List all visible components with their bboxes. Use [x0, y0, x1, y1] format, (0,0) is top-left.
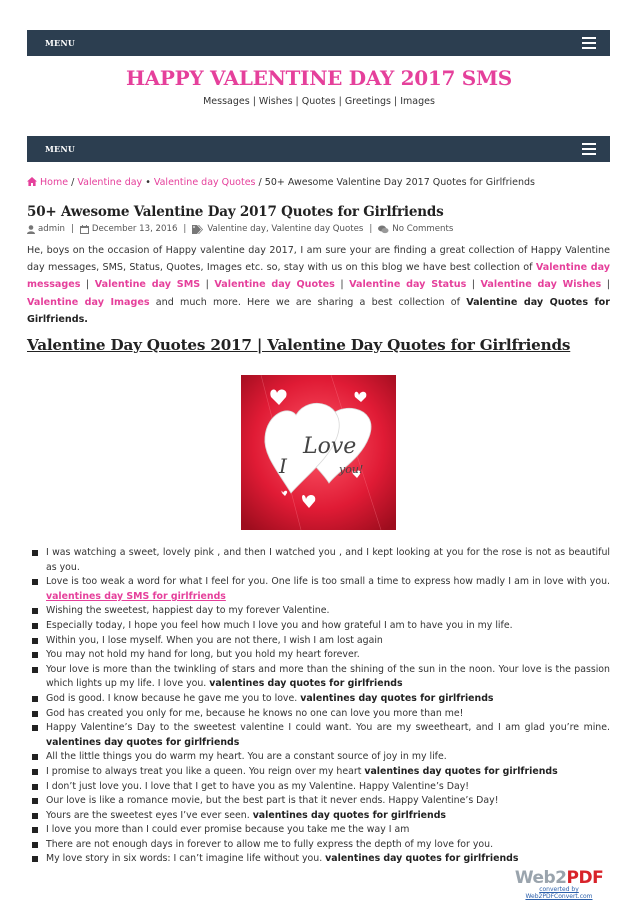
link-valentine-day-status[interactable]: Valentine day Status — [349, 279, 467, 291]
quote-text: God has created you only for me, because he knows no one can love you more than me! — [46, 707, 464, 719]
main-menu-label[interactable]: MENU — [45, 144, 76, 154]
quote-item — [32, 780, 610, 795]
post-meta: admin | December 13, 2016 | Valentine day, Valentine day Quotes | No Comments — [27, 224, 453, 234]
intro-bold-text: Valentine day Quotes for Girlfriends. — [27, 296, 610, 325]
quote-item — [32, 707, 610, 722]
quote-text: All the little things you do warm my heart. You are a constant source of joy in my life. — [46, 751, 447, 763]
quote-text: Wishing the sweetest, happiest day to my forever Valentine. — [46, 605, 330, 617]
quote-item — [32, 809, 610, 824]
quote-keyword: valentines day quotes for girlfriends — [300, 692, 494, 704]
quote-text: Especially today, I hope you feel how much I love you and how grateful I am to have you in my life. — [46, 619, 513, 631]
quote-text: My love story in six words: I can’t imagine life without you. — [46, 853, 326, 865]
valentine-hearts-image — [241, 375, 396, 530]
web2pdf-link[interactable]: converted by Web2PDFConvert.com — [525, 886, 593, 900]
breadcrumb-separator: / — [71, 177, 75, 188]
quote-item — [32, 575, 610, 604]
quote-item — [32, 794, 610, 809]
intro-text: He, boys on the occasion of Happy valentine day 2017, I am sure your are finding a great collection of Happy Valentine day messages, SMS, Status, Quotes, Images etc. so, stay with us on this blog we have best collection of — [27, 245, 610, 274]
intro-separator: | — [601, 279, 610, 291]
breadcrumb-separator: / — [258, 177, 262, 188]
intro-separator: | — [334, 279, 350, 291]
quote-text: I love you more than I could ever promise because you take me the way I am — [46, 824, 410, 836]
link-valentine-day-quotes[interactable]: Valentine day Quotes — [214, 279, 335, 291]
quote-item — [32, 619, 610, 634]
intro-separator: | — [200, 279, 215, 291]
breadcrumb — [27, 177, 610, 188]
site-title[interactable]: HAPPY VALENTINE DAY 2017 SMS — [126, 66, 512, 90]
intro-paragraph — [27, 242, 610, 328]
quote-item — [32, 663, 610, 692]
main-menu-bar[interactable] — [27, 136, 610, 162]
quote-item — [32, 750, 610, 765]
image-you-text: you! — [339, 463, 364, 476]
post-title: 50+ Awesome Valentine Day 2017 Quotes for Girlfriends — [27, 204, 444, 220]
web2pdf-logo[interactable] — [505, 868, 613, 888]
web2pdf-watermark[interactable] — [505, 868, 613, 900]
quote-item — [32, 546, 610, 575]
intro-separator: | — [466, 279, 481, 291]
quote-keyword: valentines day quotes for girlfriends — [325, 853, 519, 865]
web2pdf-logo-a: Web2 — [514, 868, 567, 888]
quotes-list — [32, 546, 610, 867]
calendar-icon — [80, 225, 89, 234]
image-love-text: Love — [303, 434, 357, 459]
comment-icon — [378, 225, 389, 234]
quote-item — [32, 648, 610, 663]
breadcrumb-valentine-day-link[interactable]: Valentine day — [77, 177, 143, 188]
quote-text: There are not enough days in forever to allow me to fully express the depth of my love for you. — [46, 838, 494, 850]
breadcrumb-valentine-day-quotes-link[interactable]: Valentine day Quotes — [153, 177, 256, 188]
hamburger-icon[interactable] — [582, 143, 596, 155]
image-i-text: I — [279, 454, 287, 478]
quote-text: I don’t just love you. I love that I get to have you as my Valentine. Happy Valentine’s Day! — [46, 780, 470, 792]
quote-text: Love is too weak a word for what I feel for you. One life is too small a time to express how madly I am in love with you. — [46, 576, 610, 588]
quote-text: Happy Valentine’s Day to the sweetest valentine I could want. You are my sweetheart, and I am glad you’re mine. — [46, 722, 610, 734]
web2pdf-logo-b: PDF — [566, 868, 604, 888]
quote-text: Within you, I lose myself. When you are not there, I wish I am lost again — [46, 634, 383, 646]
intro-text: and much more. Here we are sharing a best collection of — [149, 296, 467, 308]
home-icon — [27, 177, 37, 186]
tag-icon — [192, 225, 204, 234]
post-comments-link[interactable]: No Comments — [392, 224, 454, 234]
post-author[interactable]: admin — [38, 224, 65, 234]
site-tagline: Messages | Wishes | Quotes | Greetings | Images — [203, 96, 435, 107]
breadcrumb-current: 50+ Awesome Valentine Day 2017 Quotes for Girlfriends — [264, 177, 535, 188]
quote-item — [32, 823, 610, 838]
quote-text: God is good. I know because he gave me you to love. — [46, 692, 301, 704]
quote-item — [32, 765, 610, 780]
quote-keyword: valentines day quotes for girlfriends — [364, 765, 558, 777]
top-menu-label[interactable]: MENU — [45, 38, 76, 48]
quote-text: Yours are the sweetest eyes I’ve ever seen. — [46, 809, 253, 821]
breadcrumb-separator: • — [145, 177, 151, 188]
quote-keyword: valentines day quotes for girlfriends — [252, 809, 446, 821]
link-valentine-day-images[interactable]: Valentine day Images — [27, 296, 150, 308]
quote-text: Your love is more than the twinkling of stars and more than the shining of the sun in the noon. Your love is the passion which lights up my life. I love you. — [46, 663, 610, 690]
link-valentine-day-wishes[interactable]: Valentine day Wishes — [480, 279, 602, 291]
post-date: December 13, 2016 — [91, 224, 178, 234]
quote-text: Our love is like a romance movie, but the best part is that it never ends. Happy Valentine’s Day! — [46, 795, 499, 807]
quote-text: I was watching a sweet, lovely pink , and then I watched you , and I kept looking at you for the rose is not as beautiful as you. — [46, 547, 610, 573]
breadcrumb-home-link[interactable]: Home — [40, 177, 69, 188]
link-valentine-day-sms[interactable]: Valentine day SMS — [94, 279, 201, 291]
quote-keyword: valentines day quotes for girlfriends — [46, 736, 240, 748]
top-menu-bar[interactable] — [27, 30, 610, 56]
section-heading: Valentine Day Quotes 2017 | Valentine Day Quotes for Girlfriends — [27, 336, 571, 354]
quote-item — [32, 838, 610, 853]
intro-separator: | — [80, 279, 95, 291]
user-icon — [27, 225, 35, 234]
quote-text: You may not hold my hand for long, but you hold my heart forever. — [46, 649, 360, 661]
quote-text: I promise to always treat you like a queen. You reign over my heart — [46, 765, 365, 777]
quote-link[interactable]: valentines day SMS for girlfriends — [46, 590, 226, 602]
hamburger-icon[interactable] — [582, 37, 596, 49]
quote-keyword: valentines day quotes for girlfriends — [209, 678, 403, 690]
quote-item — [32, 604, 610, 619]
quote-item — [32, 721, 610, 750]
quote-item — [32, 852, 610, 867]
quote-item — [32, 634, 610, 649]
post-categories[interactable]: Valentine day, Valentine day Quotes — [207, 224, 364, 234]
link-valentine-day-messages[interactable]: Valentine day messages — [27, 262, 611, 291]
quote-item — [32, 692, 610, 707]
